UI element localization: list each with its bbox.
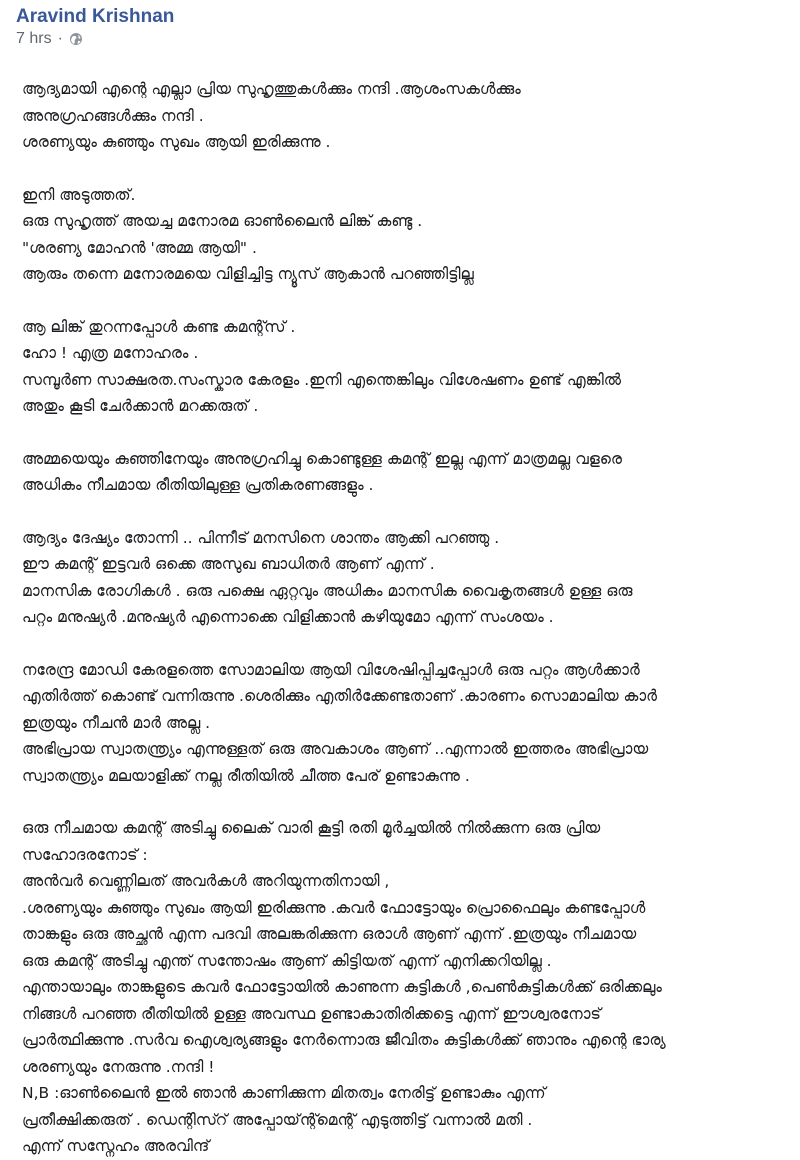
post-text-line: അധികം നീചമായ രീതിയിലുള്ള പ്രതികരണങ്ങളും . [22,476,374,494]
post-meta [16,30,174,48]
post-text-line: ഒരു കമന്റ് അടിച്ചു എന്ത് സന്തോഷം ആണ് കിട്ടിയത് എന്ന് എനിക്കറിയില്ല . [22,951,552,970]
post-text-line: ആരും തന്നെ മനോരമയെ വിളിച്ചിട്ട ന്യൂസ് ആകാൻ പറഞ്ഞിട്ടില്ല [22,265,474,283]
post-text-line: ഒരു സുഹൃത്ത് അയച്ച മനോരമ ഓൺലൈൻ ലിങ്ക് കണ്ടു . [22,212,423,230]
post-text-line: ആദ്യം ദേഷ്യം തോന്നി .. പിന്നീട് മനസിനെ ശാന്തം ആക്കി പറഞ്ഞു . [22,528,500,547]
post-body [22,76,792,1160]
post-text-line: ശരണ്യയും നേരുന്നു .നന്ദി ! [22,1057,215,1076]
post-text-line: നരേന്ദ്ര മോഡി കേരളത്തെ സോമാലിയ ആയി വിശേഷിപ്പിച്ചപ്പോൾ ഒരു പറ്റം ആൾക്കാർ [22,660,640,679]
post-text-line: സ്വാതന്ത്ര്യം മലയാളിക്ക് നല്ല രീതിയിൽ ചീത്ത പേര് ഉണ്ടാകുന്നു . [22,766,470,785]
post-text-line: "ശരണ്യ മോഹൻ 'അമ്മ ആയി" . [22,238,257,257]
post-text-line: N,B :ഓൺലൈൻ ഇൽ ഞാൻ കാണിക്കുന്ന മിതത്വം നേരിട്ട് ഉണ്ടാകും എന്ന് [22,1084,546,1102]
post-header [16,6,174,48]
author-name-link[interactable]: Aravind Krishnan [16,6,175,27]
post-paragraph [22,314,792,420]
post-paragraph [22,182,792,288]
post-text-line: എന്തായാലും താങ്കളുടെ കവർ ഫോട്ടോയിൽ കാണുന്ന കുട്ടികൾ ,പെൺകുട്ടികൾക്ക് ഒരിക്കലും [22,978,662,996]
post-text-line: മാനസിക രോഗികൾ . ഒരു പക്ഷെ ഏറ്റവും അധികം മാനസിക വൈകൃതങ്ങൾ ഉള്ള ഒരു [22,581,633,600]
post-paragraph [22,657,792,790]
post-text-line: താങ്കളും ഒരു അച്ഛൻ എന്ന പദവി അലങ്കരിക്കുന്ന ഒരാൾ ആണ് എന്ന് .ഇത്രയും നീചമായ [22,925,637,943]
post-text-line: എതിർത്ത് കൊണ്ട് വന്നിരുന്നു .ശെരിക്കും എതിർക്കേണ്ടതാണ് .കാരണം സൊമാലിയ കാർ [22,687,657,705]
post-text-line: ആ ലിങ്ക് തുറന്നപ്പോൾ കണ്ട കമന്റ്സ് . [22,317,296,336]
post-text-line: പ്രാർത്ഥിക്കുന്നു .സർവ ഐശ്വര്യങ്ങളും നേർന്നൊരു ജീവിതം കുട്ടികൾക്ക് ഞാനും എന്റെ ഭാര്യ [22,1031,666,1049]
post-timestamp[interactable]: 7 hrs [16,30,52,47]
post-paragraph [22,815,792,1160]
post-text-line: എന്ന് സസ്നേഹം അരവിന്ദ് [22,1137,210,1155]
post-text-line: .ശരണ്യയും കുഞ്ഞും സുഖം ആയി ഇരിക്കുന്നു .കവർ ഫോട്ടോയും പ്രൊഫൈലും കണ്ടപ്പോൾ [22,898,646,917]
post-text-line: ഹോ ! എത്ര മനോഹരം . [22,344,199,362]
post-text-line: ഒരു നീചമായ കമന്റ് അടിച്ചു ലൈക് വാരി കൂട്ടി രതി മൂർച്ചയിൽ നിൽക്കുന്ന ഒരു പ്രിയ [22,819,601,837]
post-text-line: അഭിപ്രായ സ്വാതന്ത്ര്യം എന്നുള്ളത് ഒരു അവകാശം ആണ് ..എന്നാൽ ഇത്തരം അഭിപ്രായ [22,740,649,758]
post-text-line: അൻവർ വെണ്ണിലത് അവർകൾ അറിയുന്നതിനായി , [22,872,390,890]
post-text-line: പറ്റം മനുഷ്യർ .മനുഷ്യർ എന്നൊക്കെ വിളിക്കാൻ കഴിയുമോ എന്ന് സംശയം . [22,608,554,626]
post-text-line: ഇത്രയും നീചൻ മാർ അല്ല . [22,713,211,732]
post-text-line: ഈ കമന്റ് ഇട്ടവർ ഒക്കെ അസുഖ ബാധിതർ ആണ് എന്ന് . [22,555,435,573]
post-text-line: നിങ്ങൾ പറഞ്ഞ രീതിയിൽ ഉള്ള അവസ്ഥ ഉണ്ടാകാതിരിക്കട്ടെ എന്ന് ഈശ്വരനോട് [22,1004,601,1023]
post-text-line: ശരണ്യയും കുഞ്ഞും സുഖം ആയി ഇരിക്കുന്നു . [22,133,331,151]
meta-separator: · [57,30,63,47]
post-paragraph [22,525,792,631]
post-text-line: സഹോദരനോട് : [22,845,148,864]
post-paragraph [22,446,792,499]
globe-icon[interactable] [69,32,83,46]
post-text-line: അതും കൂടി ചേർക്കാൻ മറക്കരുത് . [22,397,259,415]
post-text-line: അനുഗ്രഹങ്ങൾക്കും നന്ദി . [22,106,204,125]
post-text-line: അമ്മയെയും കുഞ്ഞിനേയും അനുഗ്രഹിച്ചു കൊണ്ടുള്ള കമന്റ് ഇല്ല എന്ന് മാത്രമല്ല വളരെ [22,449,622,468]
post-text-line: ആദ്യമായി എന്റെ എല്ലാ പ്രിയ സുഹൃത്തുകൾക്കും നന്ദി .ആശംസകൾക്കും [22,80,521,98]
post-text-line: പ്രതീക്ഷിക്കരുത് . ഡെന്റിസ്റ് അപ്പോയ്ന്റ്മെന്റ് എടുത്തിട്ട് വന്നാൽ മതി . [22,1110,533,1129]
post-paragraph [22,76,792,156]
post-text-line: സമ്പൂർണ സാക്ഷരത.സംസ്കാര കേരളം .ഇനി എന്തെങ്കിലും വിശേഷണം ഉണ്ട് എങ്കിൽ [22,370,622,389]
post-text-line: ഇനി അടുത്തത്. [22,185,136,204]
